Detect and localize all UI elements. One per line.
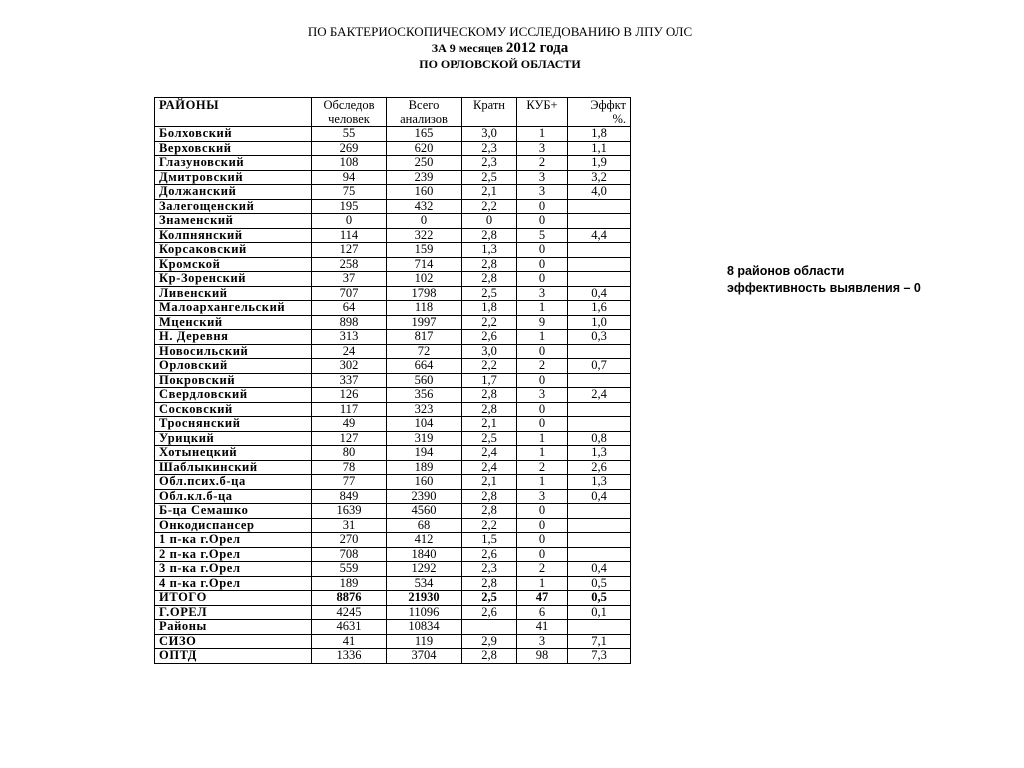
title-line-3: ПО ОРЛОВСКОЙ ОБЛАСТИ <box>419 57 581 71</box>
kub-cell: 2 <box>517 156 568 171</box>
ratio-cell: 2,5 <box>462 591 517 606</box>
analyses-cell: 323 <box>387 402 462 417</box>
district-cell: Обл.псих.б-ца <box>155 475 312 490</box>
district-cell: Дмитровский <box>155 170 312 185</box>
ratio-cell: 2,8 <box>462 576 517 591</box>
analyses-cell: 432 <box>387 199 462 214</box>
ratio-cell: 3,0 <box>462 127 517 142</box>
district-cell: Г.ОРЕЛ <box>155 605 312 620</box>
district-cell: Верховский <box>155 141 312 156</box>
analyses-cell: 21930 <box>387 591 462 606</box>
examined-cell: 127 <box>312 431 387 446</box>
table-row <box>155 359 631 374</box>
bacterioscopy-table <box>154 97 631 664</box>
table-row <box>155 156 631 171</box>
examined-cell: 313 <box>312 330 387 345</box>
examined-cell: 898 <box>312 315 387 330</box>
examined-cell: 189 <box>312 576 387 591</box>
district-cell: Новосильский <box>155 344 312 359</box>
analyses-cell: 10834 <box>387 620 462 635</box>
kub-cell: 3 <box>517 634 568 649</box>
kub-cell: 3 <box>517 141 568 156</box>
efficiency-cell: 0,5 <box>568 576 631 591</box>
kub-cell: 41 <box>517 620 568 635</box>
table-row <box>155 214 631 229</box>
examined-cell: 49 <box>312 417 387 432</box>
ratio-cell: 2,8 <box>462 489 517 504</box>
efficiency-cell <box>568 620 631 635</box>
kub-cell: 0 <box>517 243 568 258</box>
table-row <box>155 402 631 417</box>
ratio-cell <box>462 620 517 635</box>
examined-cell: 55 <box>312 127 387 142</box>
kub-cell: 0 <box>517 373 568 388</box>
efficiency-cell <box>568 199 631 214</box>
ratio-cell: 3,0 <box>462 344 517 359</box>
header-kub: КУБ+ <box>517 98 568 127</box>
examined-cell: 337 <box>312 373 387 388</box>
ratio-cell: 2,1 <box>462 185 517 200</box>
kub-cell: 6 <box>517 605 568 620</box>
table-row <box>155 431 631 446</box>
district-cell: 4 п-ка г.Орел <box>155 576 312 591</box>
efficiency-cell <box>568 504 631 519</box>
efficiency-cell: 2,4 <box>568 388 631 403</box>
district-cell: Районы <box>155 620 312 635</box>
district-cell: Б-ца Семашко <box>155 504 312 519</box>
analyses-cell: 160 <box>387 475 462 490</box>
examined-cell: 80 <box>312 446 387 461</box>
ratio-cell: 2,8 <box>462 257 517 272</box>
district-cell: 1 п-ка г.Орел <box>155 533 312 548</box>
examined-cell: 78 <box>312 460 387 475</box>
district-cell: Онкодиспансер <box>155 518 312 533</box>
ratio-cell: 2,5 <box>462 170 517 185</box>
kub-cell: 0 <box>517 214 568 229</box>
ratio-cell: 2,6 <box>462 605 517 620</box>
district-cell: ИТОГО <box>155 591 312 606</box>
ratio-cell: 2,2 <box>462 518 517 533</box>
efficiency-cell: 1,3 <box>568 475 631 490</box>
efficiency-cell: 1,9 <box>568 156 631 171</box>
table-row <box>155 446 631 461</box>
analyses-cell: 159 <box>387 243 462 258</box>
district-cell: Урицкий <box>155 431 312 446</box>
efficiency-cell: 0,4 <box>568 489 631 504</box>
kub-cell: 0 <box>517 199 568 214</box>
table-row <box>155 475 631 490</box>
efficiency-cell: 2,6 <box>568 460 631 475</box>
table-row <box>155 489 631 504</box>
table-row <box>155 185 631 200</box>
analyses-cell: 1997 <box>387 315 462 330</box>
kub-cell: 1 <box>517 127 568 142</box>
district-cell: Корсаковский <box>155 243 312 258</box>
analyses-cell: 322 <box>387 228 462 243</box>
analyses-cell: 534 <box>387 576 462 591</box>
district-cell: Покровский <box>155 373 312 388</box>
table-row <box>155 330 631 345</box>
district-cell: Ливенский <box>155 286 312 301</box>
kub-cell: 0 <box>517 257 568 272</box>
table-row <box>155 257 631 272</box>
analyses-cell: 239 <box>387 170 462 185</box>
examined-cell: 0 <box>312 214 387 229</box>
examined-cell: 849 <box>312 489 387 504</box>
efficiency-cell: 0,1 <box>568 605 631 620</box>
district-cell: Знаменский <box>155 214 312 229</box>
table-row <box>155 417 631 432</box>
kub-cell: 1 <box>517 301 568 316</box>
efficiency-cell: 0,3 <box>568 330 631 345</box>
efficiency-cell <box>568 272 631 287</box>
district-cell: СИЗО <box>155 634 312 649</box>
efficiency-cell: 1,1 <box>568 141 631 156</box>
efficiency-cell <box>568 373 631 388</box>
examined-cell: 1639 <box>312 504 387 519</box>
ratio-cell: 2,4 <box>462 460 517 475</box>
district-cell: 3 п-ка г.Орел <box>155 562 312 577</box>
examined-cell: 195 <box>312 199 387 214</box>
analyses-cell: 1292 <box>387 562 462 577</box>
efficiency-cell: 3,2 <box>568 170 631 185</box>
analyses-cell: 250 <box>387 156 462 171</box>
kub-cell: 0 <box>517 272 568 287</box>
examined-cell: 4631 <box>312 620 387 635</box>
examined-cell: 114 <box>312 228 387 243</box>
kub-cell: 2 <box>517 460 568 475</box>
ratio-cell: 2,4 <box>462 446 517 461</box>
header-districts: РАЙОНЫ <box>155 98 312 127</box>
ratio-cell: 2,6 <box>462 547 517 562</box>
title-line-1: ПО БАКТЕРИОСКОПИЧЕСКОМУ ИССЛЕДОВАНИЮ В ЛПУ ОЛС <box>307 24 693 39</box>
examined-cell: 708 <box>312 547 387 562</box>
kub-cell: 1 <box>517 475 568 490</box>
analyses-cell: 560 <box>387 373 462 388</box>
ratio-cell: 2,1 <box>462 475 517 490</box>
efficiency-cell <box>568 344 631 359</box>
ratio-cell: 2,8 <box>462 504 517 519</box>
analyses-cell: 11096 <box>387 605 462 620</box>
district-cell: Колпнянский <box>155 228 312 243</box>
district-cell: Н. Деревня <box>155 330 312 345</box>
title-year: 2012 года <box>505 40 569 56</box>
table-row <box>155 504 631 519</box>
examined-cell: 77 <box>312 475 387 490</box>
table-row <box>155 344 631 359</box>
district-cell: Должанский <box>155 185 312 200</box>
examined-cell: 302 <box>312 359 387 374</box>
ratio-cell: 2,9 <box>462 634 517 649</box>
examined-cell: 4245 <box>312 605 387 620</box>
table-row <box>155 127 631 142</box>
district-cell: Орловский <box>155 359 312 374</box>
kub-cell: 3 <box>517 286 568 301</box>
table-row <box>155 228 631 243</box>
ratio-cell: 2,1 <box>462 417 517 432</box>
analyses-cell: 817 <box>387 330 462 345</box>
kub-cell: 0 <box>517 518 568 533</box>
table-row <box>155 562 631 577</box>
analyses-cell: 620 <box>387 141 462 156</box>
side-note <box>727 263 1007 297</box>
analyses-cell: 2390 <box>387 489 462 504</box>
ratio-cell: 0 <box>462 214 517 229</box>
analyses-cell: 104 <box>387 417 462 432</box>
district-cell: Обл.кл.б-ца <box>155 489 312 504</box>
kub-cell: 1 <box>517 446 568 461</box>
ratio-cell: 1,3 <box>462 243 517 258</box>
kub-cell: 47 <box>517 591 568 606</box>
efficiency-cell: 1,6 <box>568 301 631 316</box>
ratio-cell: 1,8 <box>462 301 517 316</box>
efficiency-cell <box>568 417 631 432</box>
ratio-cell: 2,2 <box>462 315 517 330</box>
examined-cell: 126 <box>312 388 387 403</box>
examined-cell: 1336 <box>312 649 387 664</box>
kub-cell: 9 <box>517 315 568 330</box>
title-line-2 <box>0 40 1000 56</box>
district-cell: 2 п-ка г.Орел <box>155 547 312 562</box>
district-cell: Кр-Зоренский <box>155 272 312 287</box>
district-cell: Малоархангельский <box>155 301 312 316</box>
ratio-cell: 2,8 <box>462 228 517 243</box>
district-cell: Кромской <box>155 257 312 272</box>
table-row <box>155 460 631 475</box>
table-row <box>155 301 631 316</box>
efficiency-cell: 0,5 <box>568 591 631 606</box>
kub-cell: 2 <box>517 359 568 374</box>
kub-cell: 0 <box>517 417 568 432</box>
analyses-cell: 68 <box>387 518 462 533</box>
analyses-cell: 714 <box>387 257 462 272</box>
table-row <box>155 170 631 185</box>
efficiency-cell <box>568 214 631 229</box>
kub-cell: 0 <box>517 504 568 519</box>
examined-cell: 94 <box>312 170 387 185</box>
analyses-cell: 189 <box>387 460 462 475</box>
header-examined: Обследов человек <box>312 98 387 127</box>
header-analyses: Всего анализов <box>387 98 462 127</box>
examined-cell: 559 <box>312 562 387 577</box>
table-row <box>155 286 631 301</box>
district-cell: ОПТД <box>155 649 312 664</box>
examined-cell: 269 <box>312 141 387 156</box>
examined-cell: 117 <box>312 402 387 417</box>
efficiency-cell <box>568 257 631 272</box>
district-cell: Сосковский <box>155 402 312 417</box>
document-title <box>0 24 1000 72</box>
ratio-cell: 2,3 <box>462 156 517 171</box>
table-row <box>155 518 631 533</box>
table-row <box>155 199 631 214</box>
analyses-cell: 3704 <box>387 649 462 664</box>
analyses-cell: 118 <box>387 301 462 316</box>
title-period: ЗА 9 месяцев <box>431 41 506 55</box>
kub-cell: 0 <box>517 402 568 417</box>
efficiency-cell <box>568 533 631 548</box>
district-cell: Залегощенский <box>155 199 312 214</box>
note-line-1: 8 районов области <box>727 264 845 278</box>
analyses-cell: 165 <box>387 127 462 142</box>
efficiency-cell: 0,4 <box>568 562 631 577</box>
analyses-cell: 119 <box>387 634 462 649</box>
examined-cell: 108 <box>312 156 387 171</box>
analyses-cell: 319 <box>387 431 462 446</box>
table-row <box>155 141 631 156</box>
kub-cell: 1 <box>517 330 568 345</box>
examined-cell: 31 <box>312 518 387 533</box>
kub-cell: 1 <box>517 576 568 591</box>
ratio-cell: 2,2 <box>462 199 517 214</box>
efficiency-cell: 4,0 <box>568 185 631 200</box>
table-row <box>155 591 631 606</box>
header-ratio: Кратн <box>462 98 517 127</box>
analyses-cell: 194 <box>387 446 462 461</box>
note-line-2: эффективность выявления – 0 <box>727 281 921 295</box>
table-row <box>155 388 631 403</box>
analyses-cell: 1840 <box>387 547 462 562</box>
ratio-cell: 1,7 <box>462 373 517 388</box>
ratio-cell: 2,5 <box>462 286 517 301</box>
kub-cell: 3 <box>517 170 568 185</box>
examined-cell: 41 <box>312 634 387 649</box>
analyses-cell: 160 <box>387 185 462 200</box>
table-header-row <box>155 98 631 127</box>
efficiency-cell: 4,4 <box>568 228 631 243</box>
analyses-cell: 356 <box>387 388 462 403</box>
ratio-cell: 1,5 <box>462 533 517 548</box>
kub-cell: 0 <box>517 533 568 548</box>
kub-cell: 3 <box>517 388 568 403</box>
kub-cell: 2 <box>517 562 568 577</box>
table-row <box>155 272 631 287</box>
efficiency-cell <box>568 402 631 417</box>
analyses-cell: 1798 <box>387 286 462 301</box>
ratio-cell: 2,6 <box>462 330 517 345</box>
district-cell: Хотынецкий <box>155 446 312 461</box>
efficiency-cell: 7,1 <box>568 634 631 649</box>
table-row <box>155 605 631 620</box>
district-cell: Троснянский <box>155 417 312 432</box>
ratio-cell: 2,2 <box>462 359 517 374</box>
analyses-cell: 102 <box>387 272 462 287</box>
ratio-cell: 2,3 <box>462 141 517 156</box>
district-cell: Мценский <box>155 315 312 330</box>
ratio-cell: 2,8 <box>462 649 517 664</box>
analyses-cell: 412 <box>387 533 462 548</box>
table-row <box>155 547 631 562</box>
kub-cell: 5 <box>517 228 568 243</box>
kub-cell: 0 <box>517 547 568 562</box>
efficiency-cell: 1,0 <box>568 315 631 330</box>
efficiency-cell <box>568 547 631 562</box>
efficiency-cell: 1,8 <box>568 127 631 142</box>
ratio-cell: 2,3 <box>462 562 517 577</box>
kub-cell: 0 <box>517 344 568 359</box>
table-row <box>155 373 631 388</box>
efficiency-cell: 0,4 <box>568 286 631 301</box>
header-efficiency: Эффкт %. <box>568 98 631 127</box>
efficiency-cell <box>568 243 631 258</box>
examined-cell: 75 <box>312 185 387 200</box>
examined-cell: 258 <box>312 257 387 272</box>
district-cell: Шаблыкинский <box>155 460 312 475</box>
district-cell: Глазуновский <box>155 156 312 171</box>
ratio-cell: 2,5 <box>462 431 517 446</box>
kub-cell: 3 <box>517 185 568 200</box>
table-row <box>155 649 631 664</box>
table-row <box>155 634 631 649</box>
analyses-cell: 0 <box>387 214 462 229</box>
examined-cell: 8876 <box>312 591 387 606</box>
examined-cell: 270 <box>312 533 387 548</box>
analyses-cell: 72 <box>387 344 462 359</box>
district-cell: Свердловский <box>155 388 312 403</box>
efficiency-cell: 7,3 <box>568 649 631 664</box>
examined-cell: 64 <box>312 301 387 316</box>
table-row <box>155 533 631 548</box>
kub-cell: 1 <box>517 431 568 446</box>
table-row <box>155 576 631 591</box>
table-row <box>155 315 631 330</box>
analyses-cell: 664 <box>387 359 462 374</box>
ratio-cell: 2,8 <box>462 272 517 287</box>
ratio-cell: 2,8 <box>462 388 517 403</box>
district-cell: Болховский <box>155 127 312 142</box>
kub-cell: 3 <box>517 489 568 504</box>
examined-cell: 24 <box>312 344 387 359</box>
analyses-cell: 4560 <box>387 504 462 519</box>
table-row <box>155 620 631 635</box>
table-row <box>155 243 631 258</box>
efficiency-cell <box>568 518 631 533</box>
ratio-cell: 2,8 <box>462 402 517 417</box>
examined-cell: 127 <box>312 243 387 258</box>
efficiency-cell: 0,7 <box>568 359 631 374</box>
kub-cell: 98 <box>517 649 568 664</box>
examined-cell: 707 <box>312 286 387 301</box>
efficiency-cell: 1,3 <box>568 446 631 461</box>
efficiency-cell: 0,8 <box>568 431 631 446</box>
examined-cell: 37 <box>312 272 387 287</box>
table-body <box>155 127 631 664</box>
